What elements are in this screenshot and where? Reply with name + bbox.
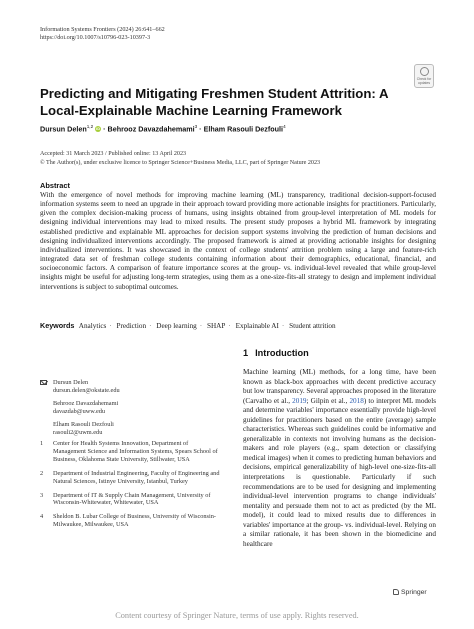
affiliation-index: 1: [40, 440, 44, 447]
affiliation-index: 4: [40, 513, 44, 521]
journal-header: [40, 26, 165, 42]
author-affiliation-marker: 3: [194, 124, 198, 129]
contact-name: Elham Rasouli Dezfouli: [53, 421, 114, 428]
envelope-icon: [40, 380, 47, 385]
affiliation-entry: [40, 492, 220, 508]
springer-horse-icon: [393, 589, 399, 595]
keywords-line: [40, 321, 440, 330]
contact-entry: [40, 421, 220, 437]
courtesy-notice: Content courtesy of Springer Nature, terms of use apply. Rights reserved.: [115, 611, 359, 620]
author-affiliation-marker: 4: [283, 124, 286, 129]
keyword-separator: ·: [228, 322, 231, 330]
affiliation-text: Center for Health Systems Innovation, Department of Management Science and Information Systems, Spears School of Business, Oklahoma State University, Stillwater, USA: [53, 440, 218, 463]
author-list: [40, 124, 286, 133]
journal-citation: Information Systems Frontiers (2024) 26:641–662: [40, 26, 165, 33]
copyright-line: © The Author(s), under exclusive licence to Springer Science+Business Media, LLC, part of Springer Nature 2023: [40, 159, 321, 166]
intro-text-part: ; Gilpin et al.,: [306, 396, 350, 405]
keyword: Explainable AI: [235, 322, 279, 330]
keyword: Student attrition: [289, 322, 336, 330]
keyword: Deep learning: [156, 322, 197, 330]
keyword: SHAP: [206, 322, 226, 330]
corresponding-authors: [40, 379, 220, 442]
affiliation-entry: [40, 440, 220, 464]
accepted-published-line: Accepted: 31 March 2023 / Published online: 13 April 2023: [40, 151, 187, 157]
author-name[interactable]: Elham Rasouli Dezfouli: [203, 124, 284, 134]
affiliation-text: Department of Industrial Engineering, Faculty of Engineering and Natural Sciences, Istinye University, Istanbul, Turkey: [53, 469, 220, 485]
keyword-separator: ·: [199, 322, 203, 330]
contact-name: Dursun Delen: [53, 379, 89, 386]
publisher-name: Springer: [401, 589, 427, 596]
contact-email[interactable]: rasouli2@uwm.edu: [53, 429, 103, 436]
author-name[interactable]: Behrooz Davazdahemami: [107, 124, 195, 134]
keyword: Prediction: [116, 322, 147, 330]
citation-link[interactable]: 2019: [292, 396, 307, 405]
contact-name: Behrooz Davazdahemami: [53, 400, 119, 407]
abstract-heading: Abstract: [40, 181, 70, 190]
check-for-updates-icon: [420, 67, 429, 76]
affiliations: [40, 440, 220, 535]
keyword-separator: ·: [109, 322, 112, 330]
introduction-heading: [243, 348, 309, 358]
author-separator: ·: [199, 124, 202, 134]
doi-link[interactable]: https://doi.org/10.1007/s10796-023-10397-3: [40, 34, 151, 41]
author-separator: ·: [103, 124, 106, 134]
keyword-separator: ·: [149, 322, 152, 330]
section-number: 1: [243, 348, 249, 358]
citation-link[interactable]: 2018: [349, 396, 364, 405]
author-affiliation-marker: 1,2: [86, 124, 94, 129]
keywords-label: Keywords: [40, 321, 75, 330]
contact-entry: [40, 400, 220, 416]
publication-dates: [40, 150, 320, 167]
section-title: Introduction: [255, 348, 309, 358]
keyword-separator: ·: [281, 322, 285, 330]
affiliation-index: 2: [40, 469, 44, 477]
affiliation-text: Sheldon B. Lubar College of Business, University of Wisconsin-Milwaukee, Milwaukee, USA: [53, 513, 216, 529]
introduction-text: [243, 368, 436, 549]
affiliation-index: 3: [40, 491, 44, 499]
affiliation-entry: [40, 470, 220, 486]
paper-title: Predicting and Mitigating Freshmen Student Attrition: A Local-Explainable Machine Learning Framework: [40, 86, 388, 118]
check-for-updates-label: Check for updates: [416, 77, 432, 85]
check-for-updates-badge[interactable]: [414, 64, 434, 88]
contact-email[interactable]: davazdab@uww.edu: [53, 408, 106, 415]
contact-email[interactable]: dursun.delen@okstate.edu: [53, 387, 120, 394]
intro-text-part: ) to interpret ML models and determine variables' importance essentially provide high-level guidelines for practitioners based on the entire (average) sample characteristics. Whereas such guidelines could be informative and generalizable in contexts not involving humans as the decision-makers and role players (e.g., spam detection or classifying medical images) when it comes to predicting human behaviors and decisions, empirical generalizability of high-level one-size-fits-all interpretations is questionable. Particularly if such recommendations are to be used for designing and implementing individual-level intervention programs to change individuals' mentality and persuade them not to act as predicted (by the ML model), it could lead to mixed results due to differences in variables' importance at the group- vs. individual-level. Relying on a similar rationale, it has been shown in the biomedicine and healthcare: [243, 396, 436, 548]
affiliation-text: Department of IT & Supply Chain Management, University of Wisconsin-Whitewater, Whitewater, USA: [53, 491, 211, 507]
author-name[interactable]: Dursun Delen: [40, 124, 87, 134]
orcid-icon[interactable]: iD: [96, 126, 101, 132]
abstract-text: With the emergence of novel methods for improving machine learning (ML) transparency, traditional decision-support-focused information systems seem to need an upgrade in their approach toward providing more actionable insights for practitioners. Particularly, given the complex decision-making process of humans, using insights obtained from group-level interpretation of ML models for designing individual interventions may lead to mixed results. The present study proposes a hybrid ML framework by integrating established predictive and explainable ML approaches for decision support systems involving the prediction of human decisions and designing individualized interventions accordingly. The proposed framework is aimed at providing actionable insights for designing individualized interventions. It was showcased in the context of college students' attrition problem using a large and feature-rich integrated data set of freshman college students containing information about their demographics, educational, financial, and socioeconomic factors. A comparison of feature importance scores at the group- vs. individual-level revealed that while group-level insights might be useful for adjusting long-term strategies, using them as a one-size-fits-all strategy to design and implement individual interventions is subject to suboptimal outcomes.: [40, 191, 436, 291]
intro-text-part: Machine learning (ML) methods, for a long time, have been known as black-box approaches with decent predictive accuracy but low transparency. Several approaches proposed in the literature (Carvalho et al.,: [243, 368, 436, 405]
publisher-logo: [393, 589, 427, 596]
affiliation-entry: [40, 513, 220, 529]
keyword: Analytics: [78, 322, 107, 330]
contact-entry: [40, 379, 220, 395]
